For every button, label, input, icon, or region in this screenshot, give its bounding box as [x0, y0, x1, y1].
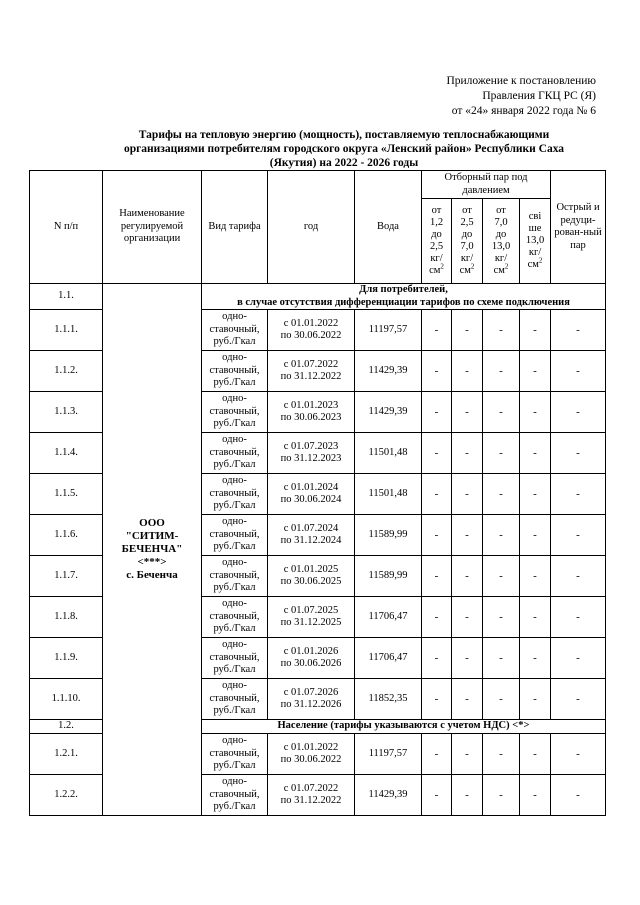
hdr-text: от	[496, 205, 506, 216]
tariff-type	[202, 679, 268, 720]
empty-value: -	[551, 638, 606, 679]
hdr-text: 7,0	[460, 241, 474, 252]
tariff-type-line: одно-	[222, 393, 247, 405]
empty-value: -	[520, 515, 551, 556]
tariff-type-line: руб./Гкал	[213, 418, 256, 430]
hdr-text: кг/	[460, 253, 474, 264]
period-from: с 01.07.2026	[283, 686, 339, 698]
empty-value: -	[551, 310, 606, 351]
hdr-text: кг/	[430, 253, 443, 264]
water-value: 11197,57	[355, 734, 422, 775]
hdr-text: от	[431, 205, 442, 216]
hdr-text: см	[459, 265, 471, 276]
empty-value: -	[483, 734, 520, 775]
section-num: 1.2.	[30, 720, 103, 734]
hdr-text: сві	[528, 211, 542, 222]
tariff-type	[202, 638, 268, 679]
period	[268, 433, 355, 474]
empty-value: -	[520, 392, 551, 433]
tariff-type	[202, 597, 268, 638]
hdr-text: 13,0	[525, 235, 545, 246]
hdr-text: до	[461, 229, 473, 240]
hdr-text: ше	[528, 223, 542, 234]
tariff-type-line: ставочный,	[209, 405, 260, 417]
period-from: с 01.07.2022	[283, 358, 339, 370]
tariff-type-line: ставочный,	[209, 651, 260, 663]
org-line: "СИТИМ-	[125, 530, 179, 542]
empty-value: -	[422, 474, 452, 515]
period-to: по 30.06.2025	[280, 576, 342, 587]
period	[268, 734, 355, 775]
empty-value: -	[422, 679, 452, 720]
period	[268, 556, 355, 597]
period-from: с 01.01.2024	[283, 481, 339, 493]
period	[268, 351, 355, 392]
tariff-type-line: ставочный,	[209, 323, 260, 335]
hdr-text: 2,5	[460, 217, 474, 228]
hdr-text: 2,5	[429, 241, 444, 252]
empty-value: -	[520, 638, 551, 679]
empty-value: -	[551, 474, 606, 515]
period	[268, 679, 355, 720]
empty-value: -	[422, 310, 452, 351]
empty-value: -	[551, 679, 606, 720]
empty-value: -	[452, 597, 483, 638]
tariff-type-line: одно-	[222, 639, 247, 651]
header-steam-1	[422, 199, 452, 284]
header-tariff-type: Вид тарифа	[202, 171, 268, 284]
hdr-text: кг/	[528, 247, 542, 258]
tariff-type-line: одно-	[222, 598, 247, 610]
hdr-text: до	[431, 229, 442, 240]
row-num: 1.1.5.	[30, 474, 103, 515]
tariff-type-line: одно-	[222, 680, 247, 692]
tariff-type-line: ставочный,	[209, 446, 260, 458]
empty-value: -	[422, 515, 452, 556]
tariff-type-line: ставочный,	[209, 364, 260, 376]
row-num: 1.1.2.	[30, 351, 103, 392]
title-line: (Якутия) на 2022 - 2026 годы	[269, 157, 419, 169]
period-from: с 01.01.2026	[283, 645, 339, 657]
title-line: организациями потребителям городского округа «Ленский район» Республики Саха	[123, 143, 565, 155]
tariff-type	[202, 392, 268, 433]
period-to: по 30.06.2024	[280, 494, 342, 505]
title-line: Тарифы на тепловую энергию (мощность), поставляемую теплоснабжающими	[138, 129, 550, 141]
empty-value: -	[422, 392, 452, 433]
hdr-sup: 2	[440, 262, 444, 271]
hdr-text: 7,0	[494, 217, 508, 228]
tariff-type-line: руб./Гкал	[213, 336, 256, 348]
tariff-type	[202, 734, 268, 775]
period-to: по 31.12.2022	[280, 371, 342, 382]
empty-value: -	[422, 734, 452, 775]
section-line: Для потребителей,	[359, 284, 448, 295]
row-num: 1.1.1.	[30, 310, 103, 351]
period-from: с 01.01.2022	[283, 317, 339, 329]
period	[268, 597, 355, 638]
hdr-text: от	[462, 205, 472, 216]
section-line: в случае отсутствия дифференциации тарифов по схеме подключения	[237, 296, 570, 308]
empty-value: -	[452, 515, 483, 556]
tariff-type	[202, 433, 268, 474]
row-num: 1.1.6.	[30, 515, 103, 556]
header-steam-3	[483, 199, 520, 284]
period	[268, 775, 355, 816]
hdr-text: до	[495, 229, 507, 240]
tariff-type-line: одно-	[222, 776, 247, 788]
empty-value: -	[452, 775, 483, 816]
period-from: с 01.01.2022	[283, 741, 339, 753]
water-value: 11589,99	[355, 515, 422, 556]
tariff-type-line: одно-	[222, 434, 247, 446]
tariff-type-line: одно-	[222, 311, 247, 323]
period-to: по 30.06.2022	[280, 330, 342, 341]
tariff-type-line: ставочный,	[209, 747, 260, 759]
empty-value: -	[483, 392, 520, 433]
section-title: Население (тарифы указываются с учетом НДС) <*>	[202, 720, 606, 734]
empty-value: -	[452, 474, 483, 515]
org-line: <***>	[137, 556, 167, 568]
empty-value: -	[483, 474, 520, 515]
period-to: по 31.12.2022	[280, 795, 342, 806]
appendix-line: Приложение к постановлению	[446, 75, 596, 87]
period-from: с 01.07.2024	[283, 522, 339, 534]
period	[268, 310, 355, 351]
empty-value: -	[422, 775, 452, 816]
empty-value: -	[551, 351, 606, 392]
empty-value: -	[452, 351, 483, 392]
hdr-unit	[520, 256, 550, 271]
period-to: по 31.12.2024	[280, 535, 342, 546]
empty-value: -	[551, 392, 606, 433]
empty-value: -	[483, 515, 520, 556]
water-value: 11429,39	[355, 392, 422, 433]
period-to: по 31.12.2023	[280, 453, 342, 464]
tariff-type-line: руб./Гкал	[213, 801, 256, 813]
empty-value: -	[551, 597, 606, 638]
header-sharp-steam: Острый и редуци-рован-ный пар	[551, 171, 606, 284]
period-to: по 30.06.2022	[280, 754, 342, 765]
tariff-type-line: одно-	[222, 352, 247, 364]
period-to: по 30.06.2026	[280, 658, 342, 669]
empty-value: -	[422, 351, 452, 392]
period	[268, 474, 355, 515]
tariff-type	[202, 515, 268, 556]
empty-value: -	[551, 433, 606, 474]
hdr-sup: 2	[470, 262, 475, 271]
tariff-type-line: ставочный,	[209, 528, 260, 540]
empty-value: -	[483, 597, 520, 638]
hdr-text: см	[527, 259, 539, 270]
empty-value: -	[452, 392, 483, 433]
period-from: с 01.07.2025	[283, 604, 339, 616]
period-from: с 01.07.2022	[283, 782, 339, 794]
tariff-type-line: руб./Гкал	[213, 582, 256, 594]
empty-value: -	[520, 597, 551, 638]
empty-value: -	[422, 433, 452, 474]
hdr-text: 13,0	[491, 241, 511, 252]
org-line: с. Беченча	[126, 569, 178, 581]
tariff-type	[202, 310, 268, 351]
water-value: 11197,57	[355, 310, 422, 351]
empty-value: -	[422, 597, 452, 638]
tariff-type-line: ставочный,	[209, 569, 260, 581]
tariff-type	[202, 351, 268, 392]
empty-value: -	[483, 679, 520, 720]
empty-value: -	[483, 556, 520, 597]
appendix-reference	[446, 74, 596, 119]
water-value: 11501,48	[355, 433, 422, 474]
org-line: ООО	[139, 517, 165, 529]
tariff-type-line: руб./Гкал	[213, 541, 256, 553]
tariff-type-line: руб./Гкал	[213, 705, 256, 717]
period	[268, 515, 355, 556]
tariff-type-line: руб./Гкал	[213, 459, 256, 471]
period	[268, 392, 355, 433]
tariff-type-line: руб./Гкал	[213, 623, 256, 635]
empty-value: -	[483, 775, 520, 816]
water-value: 11589,99	[355, 556, 422, 597]
empty-value: -	[452, 679, 483, 720]
row-num: 1.2.2.	[30, 775, 103, 816]
tariff-type-line: ставочный,	[209, 487, 260, 499]
section-num: 1.1.	[30, 284, 103, 310]
hdr-unit	[422, 262, 451, 277]
empty-value: -	[520, 679, 551, 720]
empty-value: -	[520, 433, 551, 474]
header-steam-4	[520, 199, 551, 284]
empty-value: -	[483, 433, 520, 474]
hdr-unit	[452, 262, 482, 277]
water-value: 11429,39	[355, 351, 422, 392]
row-num: 1.1.10.	[30, 679, 103, 720]
empty-value: -	[483, 310, 520, 351]
header-num: N п/п	[30, 171, 103, 284]
empty-value: -	[551, 556, 606, 597]
empty-value: -	[452, 433, 483, 474]
period-to: по 31.12.2025	[280, 617, 342, 628]
tariff-type-line: ставочный,	[209, 610, 260, 622]
period-from: с 01.01.2023	[283, 399, 339, 411]
period-to: по 30.06.2023	[280, 412, 342, 423]
tariff-type-line: руб./Гкал	[213, 664, 256, 676]
period-from: с 01.01.2025	[283, 563, 339, 575]
header-year: год	[268, 171, 355, 284]
tariff-type-line: ставочный,	[209, 788, 260, 800]
tariff-type-line: ставочный,	[209, 692, 260, 704]
empty-value: -	[422, 556, 452, 597]
hdr-text: кг/	[494, 253, 508, 264]
section-row	[30, 284, 606, 310]
section-title	[202, 284, 606, 310]
tariff-type-line: руб./Гкал	[213, 500, 256, 512]
empty-value: -	[551, 775, 606, 816]
water-value: 11706,47	[355, 638, 422, 679]
organization-cell	[103, 284, 202, 816]
empty-value: -	[520, 351, 551, 392]
empty-value: -	[520, 556, 551, 597]
row-num: 1.1.8.	[30, 597, 103, 638]
tariff-type	[202, 474, 268, 515]
empty-value: -	[452, 734, 483, 775]
period-to: по 31.12.2026	[280, 699, 342, 710]
tariff-type-line: одно-	[222, 557, 247, 569]
hdr-text: см	[429, 265, 441, 276]
empty-value: -	[520, 310, 551, 351]
empty-value: -	[551, 734, 606, 775]
empty-value: -	[520, 734, 551, 775]
empty-value: -	[520, 474, 551, 515]
empty-value: -	[452, 310, 483, 351]
hdr-text: см	[493, 265, 505, 276]
tariff-type-line: одно-	[222, 735, 247, 747]
period	[268, 638, 355, 679]
header-water: Вода	[355, 171, 422, 284]
row-num: 1.1.9.	[30, 638, 103, 679]
tariff-type	[202, 556, 268, 597]
tariff-type	[202, 775, 268, 816]
hdr-text: 1,2	[429, 217, 444, 228]
tariff-type-line: руб./Гкал	[213, 377, 256, 389]
row-num: 1.1.4.	[30, 433, 103, 474]
appendix-line: Правления ГКЦ РС (Я)	[482, 90, 596, 102]
empty-value: -	[551, 515, 606, 556]
tariff-type-line: одно-	[222, 475, 247, 487]
empty-value: -	[520, 775, 551, 816]
header-steam-2	[452, 199, 483, 284]
org-line: БЕЧЕНЧА"	[121, 543, 183, 555]
appendix-line: от «24» января 2022 года № 6	[451, 105, 596, 117]
header-steam-group: Отборный пар под давлением	[422, 171, 551, 199]
document-title	[96, 128, 592, 170]
empty-value: -	[422, 638, 452, 679]
hdr-unit	[483, 262, 519, 277]
hdr-sup: 2	[504, 262, 509, 271]
water-value: 11429,39	[355, 775, 422, 816]
row-num: 1.1.7.	[30, 556, 103, 597]
empty-value: -	[452, 638, 483, 679]
water-value: 11706,47	[355, 597, 422, 638]
empty-value: -	[483, 638, 520, 679]
tariff-type-line: руб./Гкал	[213, 760, 256, 772]
water-value: 11852,35	[355, 679, 422, 720]
empty-value: -	[483, 351, 520, 392]
empty-value: -	[452, 556, 483, 597]
row-num: 1.1.3.	[30, 392, 103, 433]
water-value: 11501,48	[355, 474, 422, 515]
tariff-table	[29, 170, 606, 816]
hdr-sup: 2	[538, 256, 543, 265]
tariff-type-line: одно-	[222, 516, 247, 528]
header-org: Наименование регулируемой организации	[103, 171, 202, 284]
row-num: 1.2.1.	[30, 734, 103, 775]
period-from: с 01.07.2023	[283, 440, 339, 452]
